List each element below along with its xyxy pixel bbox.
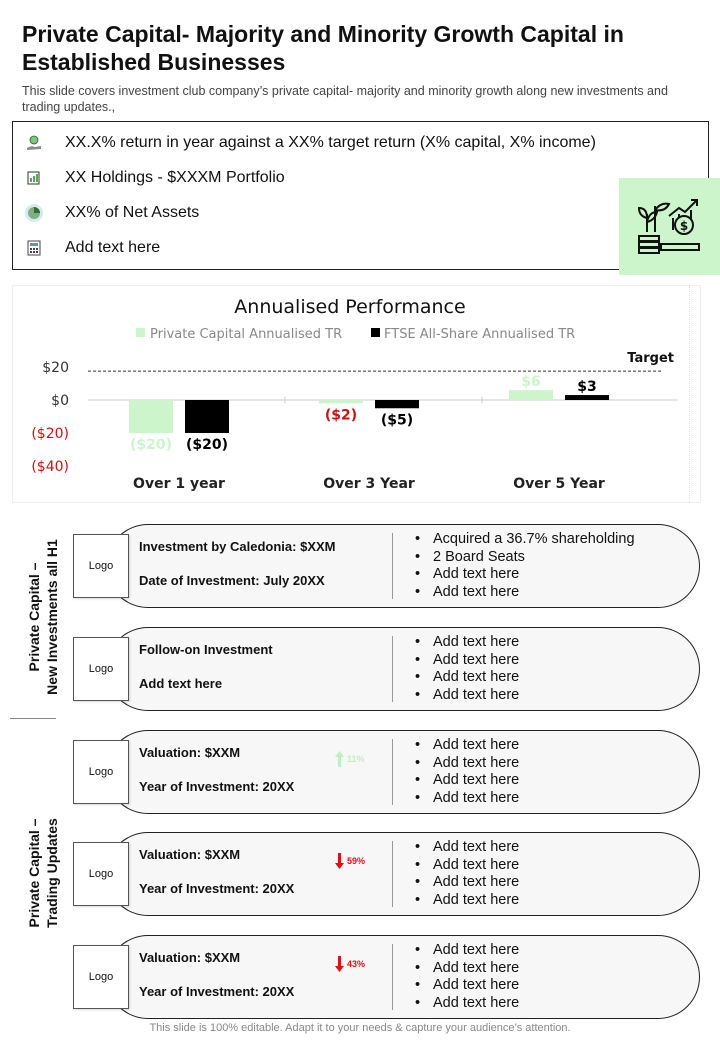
bullet-item: • Add text here [412, 839, 519, 857]
logo-placeholder: Logo [73, 945, 129, 1009]
trading-card-2 [106, 832, 700, 916]
trading-card-1 [106, 730, 700, 814]
card-bullets [412, 839, 519, 909]
bullet-item: • Acquired a 36.7% shareholding [412, 531, 635, 549]
arrow-up-icon [335, 751, 344, 767]
bullet-item: • Add text here [412, 755, 519, 773]
legend-label-private-capital: Private Capital Annualised TR [150, 327, 343, 342]
card-line-1: Valuation: $XXM [139, 745, 241, 760]
bar-private-capital [509, 390, 553, 400]
card-divider [392, 636, 393, 702]
logo-placeholder: Logo [73, 842, 129, 906]
pie-chart-icon [23, 202, 45, 224]
bullet-item: • Add text here [412, 669, 519, 687]
calculator-icon [23, 237, 45, 259]
card-bullets [412, 634, 519, 704]
trend-value: 43% [347, 959, 366, 969]
trend-indicator [335, 853, 365, 869]
bar-ftse [185, 400, 229, 433]
card-line-1: Follow-on Investment [139, 642, 273, 657]
card-line-2: Add text here [139, 676, 223, 691]
kpi-text: XX% of Net Assets [65, 204, 200, 221]
card-line-1: Valuation: $XXM [139, 950, 241, 965]
annualised-performance-chart [0, 280, 720, 520]
bullet-item: • Add text here [412, 566, 635, 584]
bar-ftse [565, 395, 609, 400]
bullet-item: • Add text here [412, 960, 519, 978]
card-line-2: Year of Investment: 20XX [139, 881, 295, 896]
logo-placeholder: Logo [73, 637, 129, 701]
bullet-item: • Add text here [412, 652, 519, 670]
bullet-item: • Add text here [412, 942, 519, 960]
section-label-trading-updates: Private Capital – Trading Updates [26, 818, 60, 928]
bullet-item: • Add text here [412, 584, 635, 602]
bullet-item: • Add text here [412, 892, 519, 910]
data-label: ($5) [380, 412, 414, 429]
data-label: ($20) [129, 437, 173, 453]
card-divider [392, 944, 393, 1010]
legend-label-ftse: FTSE All-Share Annualised TR [384, 327, 576, 342]
investment-card-2 [106, 627, 700, 711]
trend-value: 59% [347, 856, 366, 866]
investment-card-1 [106, 524, 700, 608]
card-line-1: Valuation: $XXM [139, 847, 241, 862]
card-divider [392, 841, 393, 907]
svg-text:$: $ [679, 218, 688, 233]
bullet-item: • Add text here [412, 874, 519, 892]
x-tick-label: Over 3 Year [323, 476, 415, 492]
kpi-text: Add text here [65, 239, 161, 256]
data-label: ($2) [324, 407, 358, 424]
kpi-row-add-text [23, 236, 160, 260]
card-divider [392, 739, 393, 805]
card-line-1: Investment by Caledonia: $XXM [139, 539, 336, 554]
card-line-2: Year of Investment: 20XX [139, 779, 295, 794]
legend-swatch-ftse [371, 328, 380, 337]
page-subtitle: This slide covers investment club company’s private capital- majority and minority growth along new investments and trading updates., [22, 84, 668, 114]
y-tick-label: ($20) [31, 426, 69, 442]
kpi-row-holdings [23, 166, 285, 190]
data-label: $3 [577, 379, 597, 396]
bar-private-capital [129, 400, 173, 433]
card-line-2: Date of Investment: July 20XX [139, 573, 325, 588]
bullet-item: • Add text here [412, 687, 519, 705]
footer-note: This slide is 100% editable. Adapt it to your needs & capture your audience’s attention. [149, 1022, 571, 1034]
kpi-box [12, 121, 709, 270]
bullet-item: • Add text here [412, 790, 519, 808]
section-label-new-investments: Private Capital – New Investments all H1 [26, 539, 60, 695]
kpi-row-net-assets [23, 201, 199, 225]
plant-growth-dollar-icon [619, 178, 720, 275]
target-label: Target [627, 351, 674, 366]
logo-placeholder: Logo [73, 534, 129, 598]
trend-value: 11% [347, 754, 365, 764]
legend-swatch-private-capital [136, 328, 145, 337]
card-line-2: Year of Investment: 20XX [139, 984, 295, 999]
kpi-row-return [23, 131, 596, 155]
card-divider [392, 533, 393, 599]
x-tick-label: Over 5 Year [513, 476, 605, 492]
card-bullets [412, 531, 635, 601]
bullet-item: • Add text here [412, 977, 519, 995]
bar-private-capital [319, 400, 363, 403]
bullet-item: • Add text here [412, 772, 519, 790]
arrow-down-icon [335, 956, 344, 972]
bullet-item: • Add text here [412, 737, 519, 755]
kpi-text: XX Holdings - $XXXM Portfolio [65, 169, 285, 186]
section-divider [10, 718, 56, 719]
data-label: $6 [521, 374, 541, 391]
trading-card-3 [106, 935, 700, 1019]
trend-indicator [335, 751, 365, 767]
kpi-text: XX.X% return in year against a XX% target return (X% capital, X% income) [65, 134, 596, 151]
folder-chart-icon [23, 167, 45, 189]
x-tick-label: Over 1 year [133, 476, 225, 492]
bullet-item: • Add text here [412, 857, 519, 875]
y-tick-label: ($40) [31, 459, 69, 475]
money-hand-icon [23, 132, 45, 154]
bullet-item: • Add text here [412, 995, 519, 1013]
bullet-item: • Add text here [412, 634, 519, 652]
logo-placeholder: Logo [73, 740, 129, 804]
page-title: Private Capital- Majority and Minority Growth Capital in Established Businesses [22, 21, 624, 75]
card-bullets [412, 737, 519, 807]
data-label: ($20) [185, 437, 229, 453]
bar-ftse [375, 400, 419, 408]
y-tick-label: $0 [51, 393, 69, 409]
card-bullets [412, 942, 519, 1012]
chart-title: Annualised Performance [234, 296, 466, 318]
arrow-down-icon [335, 853, 344, 869]
bullet-item: • 2 Board Seats [412, 549, 635, 567]
y-tick-label: $20 [42, 360, 69, 376]
trend-indicator [335, 956, 365, 972]
